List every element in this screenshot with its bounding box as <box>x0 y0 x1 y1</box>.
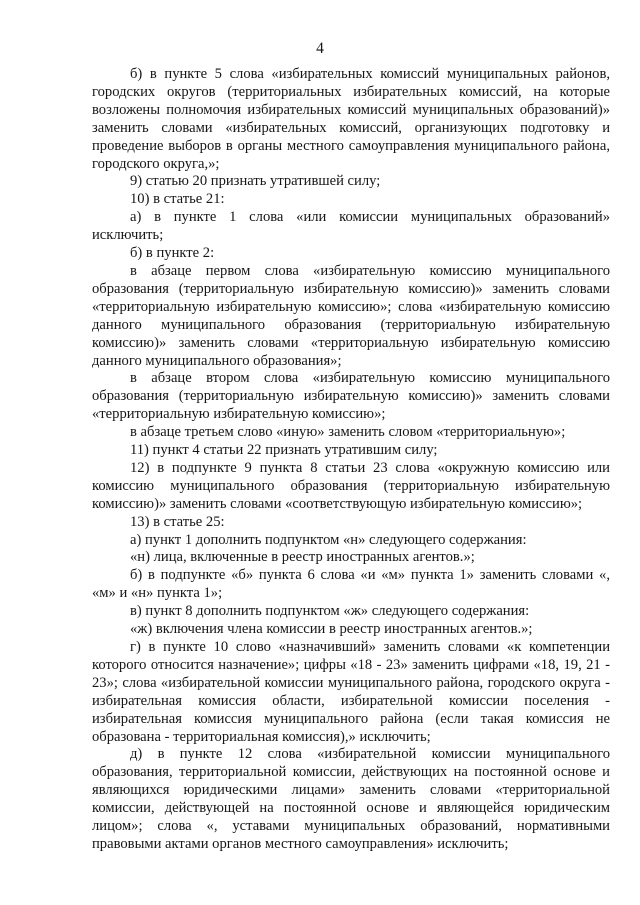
paragraph: в) пункт 8 дополнить подпунктом «ж» следующего содержания: <box>130 603 530 620</box>
paragraph: в абзаце третьем слово «иную» заменить словом «территориальную»; <box>130 424 566 441</box>
page-number: 4 <box>316 40 324 57</box>
paragraph: 10) в статье 21: <box>130 191 225 208</box>
paragraph: д) в пункте 12 слова «избирательной комиссии муниципального образования, территориальной комиссии, действующих на постоянной основе и являющихся юридическими лицами» заменить словами «территориальной комиссии, действующей на постоянной основе и являющейся юридическим лицом»; слова «, уставами муниципальных образований, нормативными правовыми актами органов местного самоуправления» исключить; <box>92 746 610 852</box>
paragraph: «н) лица, включенные в реестр иностранных агентов.»; <box>130 549 475 566</box>
paragraph: в абзаце втором слова «избирательную комиссию муниципального образования (территориальную избирательную комиссию)» заменить словами «территориальную избирательную комиссию»; <box>92 370 610 423</box>
paragraph: в абзаце первом слова «избирательную комиссию муниципального образования (территориальную избирательную комиссию)» заменить словами «территориальную избирательную комиссию»; слова «избирательную комиссию данного муниципального образования (территориальную избирательную комиссию)» заменить словами «территориальную избирательную комиссию данного муниципального образования»; <box>92 262 610 369</box>
document-body <box>92 66 610 854</box>
paragraph: а) пункт 1 дополнить подпунктом «н» следующего содержания: <box>130 531 527 548</box>
paragraph: б) в пункте 2: <box>130 245 215 262</box>
paragraph: 12) в подпункте 9 пункта 8 статьи 23 слова «окружную комиссию или комиссию муниципального образования (территориальную избирательную комиссию)» заменить словами «соответствующую избирательную комиссию»; <box>92 459 610 512</box>
paragraph: 13) в статье 25: <box>130 513 225 530</box>
paragraph: 9) статью 20 признать утратившей силу; <box>130 173 381 190</box>
paragraph: 11) пункт 4 статьи 22 признать утратившим силу; <box>130 442 438 459</box>
paragraph: г) в пункте 10 слово «назначивший» заменить словами «к компетенции которого относится назначение»; цифры «18 - 23» заменить цифрами «18, 19, 21 - 23»; слова «избирательной комиссии муниципального района, городского округа - избирательная комиссия области, избирательной комиссии поселения - избирательная комиссия муниципального района (если такая комиссия не образована - территориальная комиссия),» исключить; <box>92 639 610 745</box>
paragraph: б) в подпункте «б» пункта 6 слова «и «м» пункта 1» заменить словами «, «м» и «н» пункта 1»; <box>92 567 610 602</box>
paragraph: б) в пункте 5 слова «избирательных комиссий муниципальных районов, городских округов (территориальных избирательных комиссий, на которые возложены полномочия избирательных комиссий муниципальных образований)» заменить словами «избирательных комиссий, организующих подготовку и проведение выборов в органы местного самоуправления муниципального района, городского округа,»; <box>92 66 610 172</box>
paragraph: «ж) включения члена комиссии в реестр иностранных агентов.»; <box>130 621 533 638</box>
paragraph: а) в пункте 1 слова «или комиссии муниципальных образований» исключить; <box>92 209 610 244</box>
